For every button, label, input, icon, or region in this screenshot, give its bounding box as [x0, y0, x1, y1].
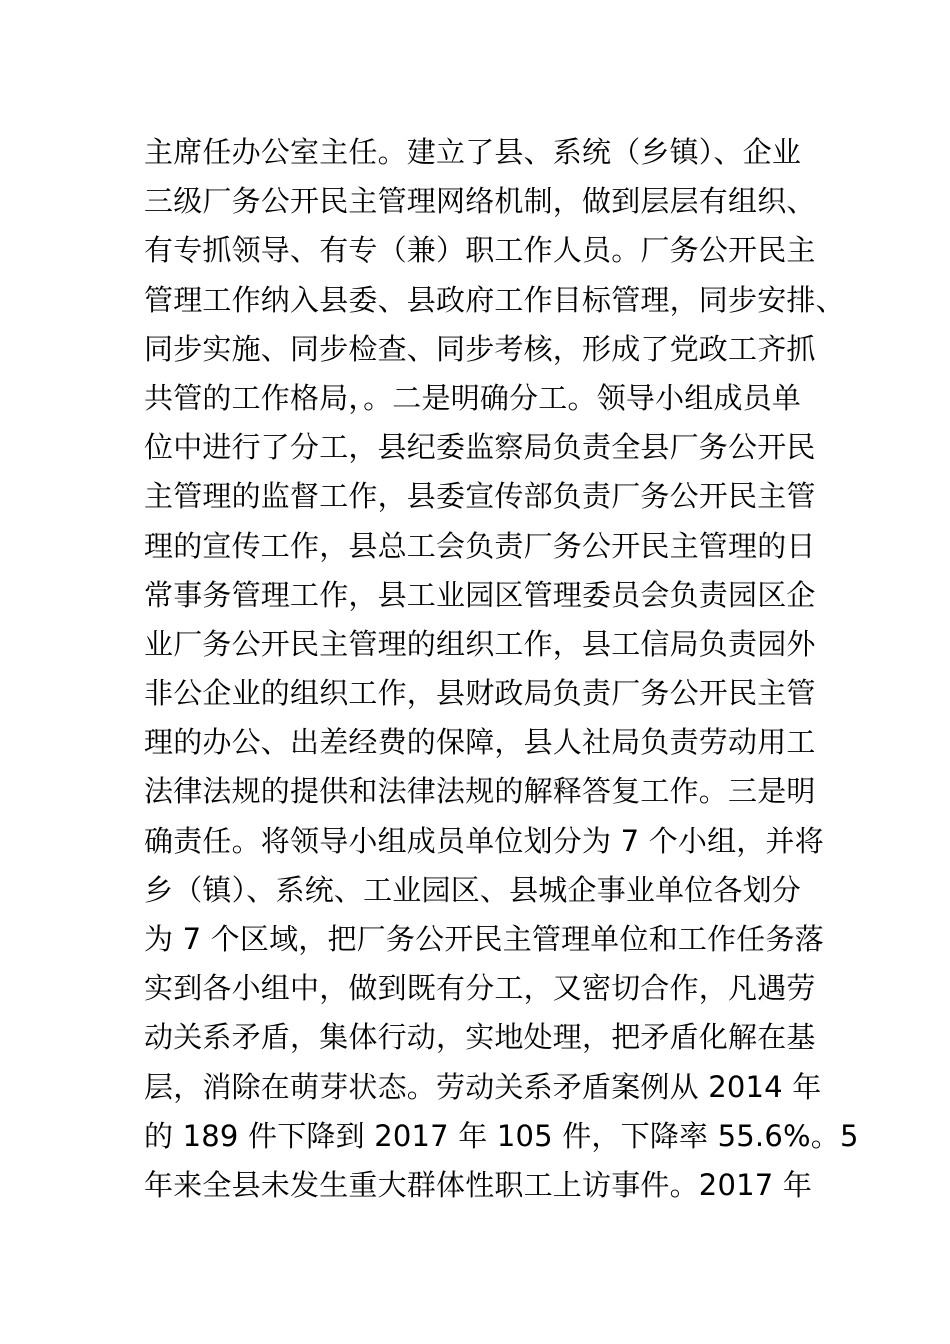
- text-line: 有专抓领导、有专（兼）职工作人员。厂务公开民主: [144, 233, 816, 268]
- text-line: 层，消除在萌芽状态。劳动关系矛盾案例从 2014 年: [144, 1069, 822, 1104]
- text-line: 的 189 件下降到 2017 年 105 件，下降率 55.6%。5: [144, 1118, 859, 1153]
- text-line: 实到各小组中，做到既有分工，又密切合作，凡遇劳: [144, 971, 816, 1006]
- text-line: 主管理的监督工作，县委宣传部负责厂务公开民主管: [144, 479, 816, 514]
- text-line: 位中进行了分工，县纪委监察局负责全县厂务公开民: [144, 430, 816, 465]
- text-line: 三级厂务公开民主管理网络机制，做到层层有组织、: [144, 184, 816, 219]
- text-line: 非公企业的组织工作，县财政局负责厂务公开民主管: [144, 676, 816, 711]
- text-line: 管理工作纳入县委、县政府工作目标管理，同步安排、: [144, 282, 845, 317]
- text-line: 理的办公、出差经费的保障，县人社局负责劳动用工: [144, 725, 816, 760]
- text-line: 动关系矛盾，集体行动，实地处理，把矛盾化解在基: [144, 1020, 816, 1055]
- text-line: 为 7 个区域，把厂务公开民主管理单位和工作任务落: [144, 922, 824, 956]
- text-line: 主席任办公室主任。建立了县、系统（乡镇）、企业: [144, 135, 802, 169]
- text-line: 理的宣传工作，县总工会负责厂务公开民主管理的日: [144, 528, 816, 563]
- text-line: 共管的工作格局，。二是明确分工。领导小组成员单: [144, 380, 802, 415]
- text-line: 同步实施、同步检查、同步考核，形成了党政工齐抓: [144, 331, 816, 366]
- text-line: 业厂务公开民主管理的组织工作，县工信局负责园外: [144, 626, 816, 661]
- body-text: [144, 128, 859, 1210]
- text-line: 法律法规的提供和法律法规的解释答复工作。三是明: [144, 774, 816, 809]
- text-line: 乡（镇）、系统、工业园区、县城企事业单位各划分: [144, 872, 802, 907]
- text-line: 确责任。将领导小组成员单位划分为 7 个小组，并将: [144, 823, 824, 858]
- text-line: 年来全县未发生重大群体性职工上访事件。2017 年: [144, 1167, 813, 1202]
- text-line: 常事务管理工作，县工业园区管理委员会负责园区企: [144, 577, 816, 612]
